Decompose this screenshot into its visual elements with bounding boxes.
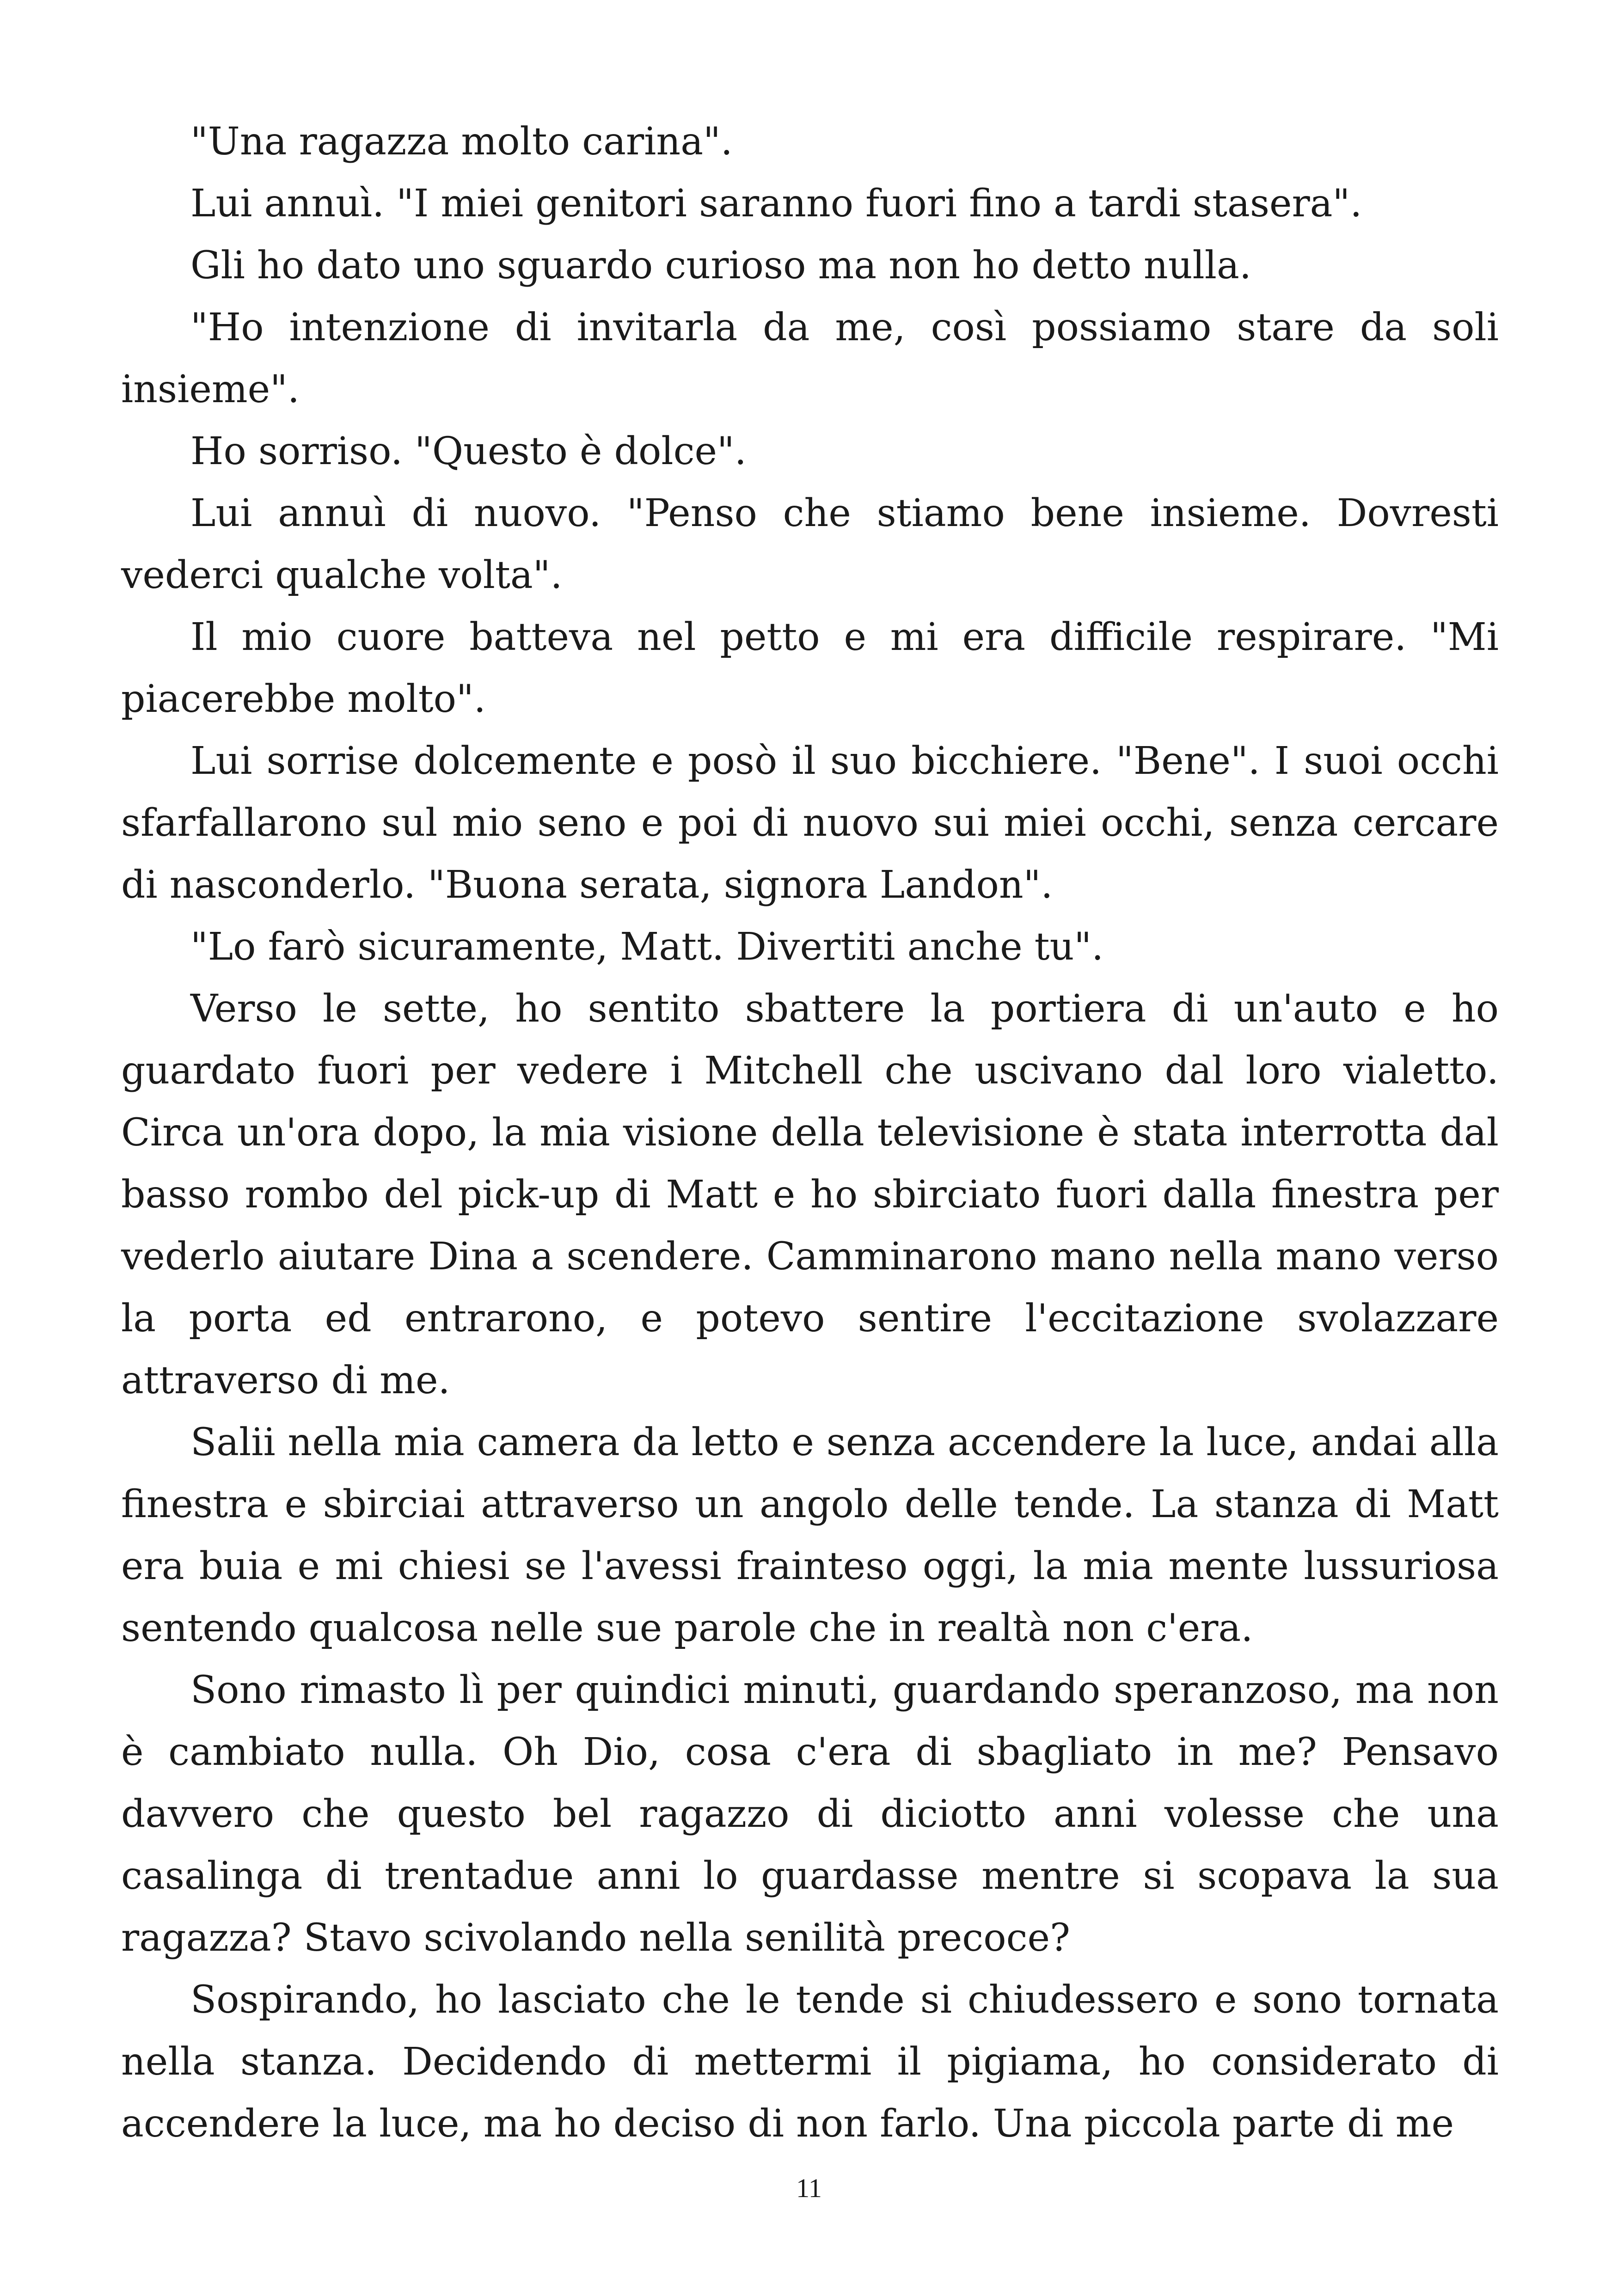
body-text (121, 111, 1499, 2155)
page-number: 11 (796, 2173, 822, 2203)
paragraph: Lui annuì. "I miei genitori saranno fuori fino a tardi stasera". (190, 182, 1362, 226)
paragraph: "Lo farò sicuramente, Matt. Divertiti anche tu". (190, 925, 1104, 969)
paragraph: Gli ho dato uno sguardo curioso ma non ho detto nulla. (190, 244, 1251, 288)
paragraph: Sono rimasto lì per quindici minuti, guardando speranzoso, ma non è cambiato nulla. Oh Dio, cosa c'era di sbagliato in me? Pensavo davvero che questo bel ragazzo di diciotto anni volesse che una casalinga di trentadue anni lo guardasse mentre si scopava la sua ragazza? Stavo scivolando nella senilità precoce? (121, 1668, 1499, 1960)
paragraph: Verso le sette, ho sentito sbattere la portiera di un'auto e ho guardato fuori per vedere i Mitchell che uscivano dal loro vialetto. Circa un'ora dopo, la mia visione della televisione è stata interrotta dal basso rombo del pick-up di Matt e ho sbirciato fuori dalla finestra per vederlo aiutare Dina a scendere. Camminarono mano nella mano verso la porta ed entrarono, e potevo sentire l'eccitazione svolazzare attraverso di me. (121, 987, 1499, 1402)
paragraph: "Ho intenzione di invitarla da me, così possiamo stare da soli insieme". (121, 306, 1499, 411)
paragraph: Lui sorrise dolcemente e posò il suo bicchiere. "Bene". I suoi occhi sfarfallarono sul mio seno e poi di nuovo sui miei occhi, senza cercare di nasconderlo. "Buona serata, signora Landon". (121, 739, 1499, 907)
paragraph: Salii nella mia camera da letto e senza accendere la luce, andai alla finestra e sbirciai attraverso un angolo delle tende. La stanza di Matt era buia e mi chiesi se l'avessi frainteso oggi, la mia mente lussuriosa sentendo qualcosa nelle sue parole che in realtà non c'era. (121, 1420, 1499, 1650)
paragraph: Lui annuì di nuovo. "Penso che stiamo bene insieme. Dovresti vederci qualche volta". (121, 491, 1499, 597)
paragraph: Il mio cuore batteva nel petto e mi era difficile respirare. "Mi piacerebbe molto". (121, 615, 1499, 721)
paragraph: "Una ragazza molto carina". (190, 120, 733, 164)
paragraph: Ho sorriso. "Questo è dolce". (190, 429, 747, 473)
paragraph: Sospirando, ho lasciato che le tende si chiudessero e sono tornata nella stanza. Decidendo di mettermi il pigiama, ho considerato di accendere la luce, ma ho deciso di non farlo. Una piccola parte di me (121, 1978, 1499, 2146)
